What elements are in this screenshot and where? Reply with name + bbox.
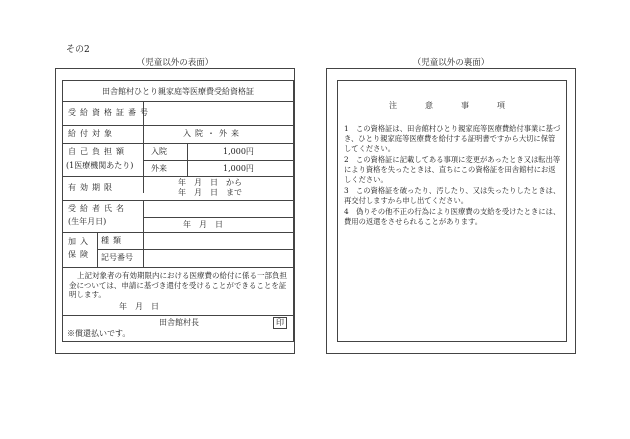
note-item: 3 この資格証を破ったり、汚したり、又は失ったりしたときは、再交付しますから申し出てください。 [344,186,561,205]
dob-value: 年 月 日 [183,220,223,229]
certificate-table [62,80,294,342]
benefit-target-value: 入院・外来 [183,129,243,138]
dob-label: (生年月日) [68,217,107,226]
notes-title: 注 意 事 項 [389,101,515,110]
certificate-title: 田舎館村ひとり親家庭等医療費受給資格証 [102,87,254,96]
insurance-type-label: 種類 [101,236,125,245]
mayor-name: 田舎館村長 [159,318,199,327]
back-caption: （児童以外の裏面） [412,58,490,68]
validity-from: 年 月 日 から [178,178,242,187]
reimbursement-note: ※償還払いです。 [67,329,131,338]
recipient-name-label: 受給者氏名 [68,204,128,213]
validity-label: 有効期限 [68,183,116,192]
notes-box [337,80,567,342]
certification-date: 年 月 日 [119,302,159,311]
insurance-label-2: 保険 [68,250,92,259]
note-item: 4 偽りその他不正の行為により医療費の支給を受けたときには、費用の返還をさせられることがあります。 [344,207,561,226]
certification-text: 上記対象者の有効期限内における医療費の給付に係る一部負担金については、申請に基づき還付を受けることができることを証明します。 [69,271,287,299]
inpatient-value: 1,000円 [223,147,254,156]
front-caption: （児童以外の表面） [136,58,214,68]
note-item: 1 この資格証は、田舎館村ひとり親家庭等医療費給付事業に基づき、ひとり親家庭等医療費を給付する証明書ですから大切に保管してください。 [344,124,561,153]
form-number: その2 [66,45,90,55]
outpatient-value: 1,000円 [223,164,254,173]
insurance-label-1: 加入 [68,237,92,246]
copay-note: (1医療機関あたり) [66,161,134,170]
inpatient-label: 入院 [151,147,167,156]
note-item: 2 この資格証に記載してある事項に変更があったとき又は転出等により資格を失ったときは、直ちにこの資格証を田舎館村にお返しください。 [344,155,561,184]
outpatient-label: 外来 [151,164,167,173]
validity-to: 年 月 日 まで [178,188,242,197]
copay-label: 自己負担額 [68,147,128,156]
recipient-number-label: 受給資格証番号 [68,108,152,117]
insurance-symbol-label: 記号番号 [101,253,133,262]
benefit-target-label: 給付対象 [68,129,116,138]
seal-mark: 印 [273,317,287,329]
